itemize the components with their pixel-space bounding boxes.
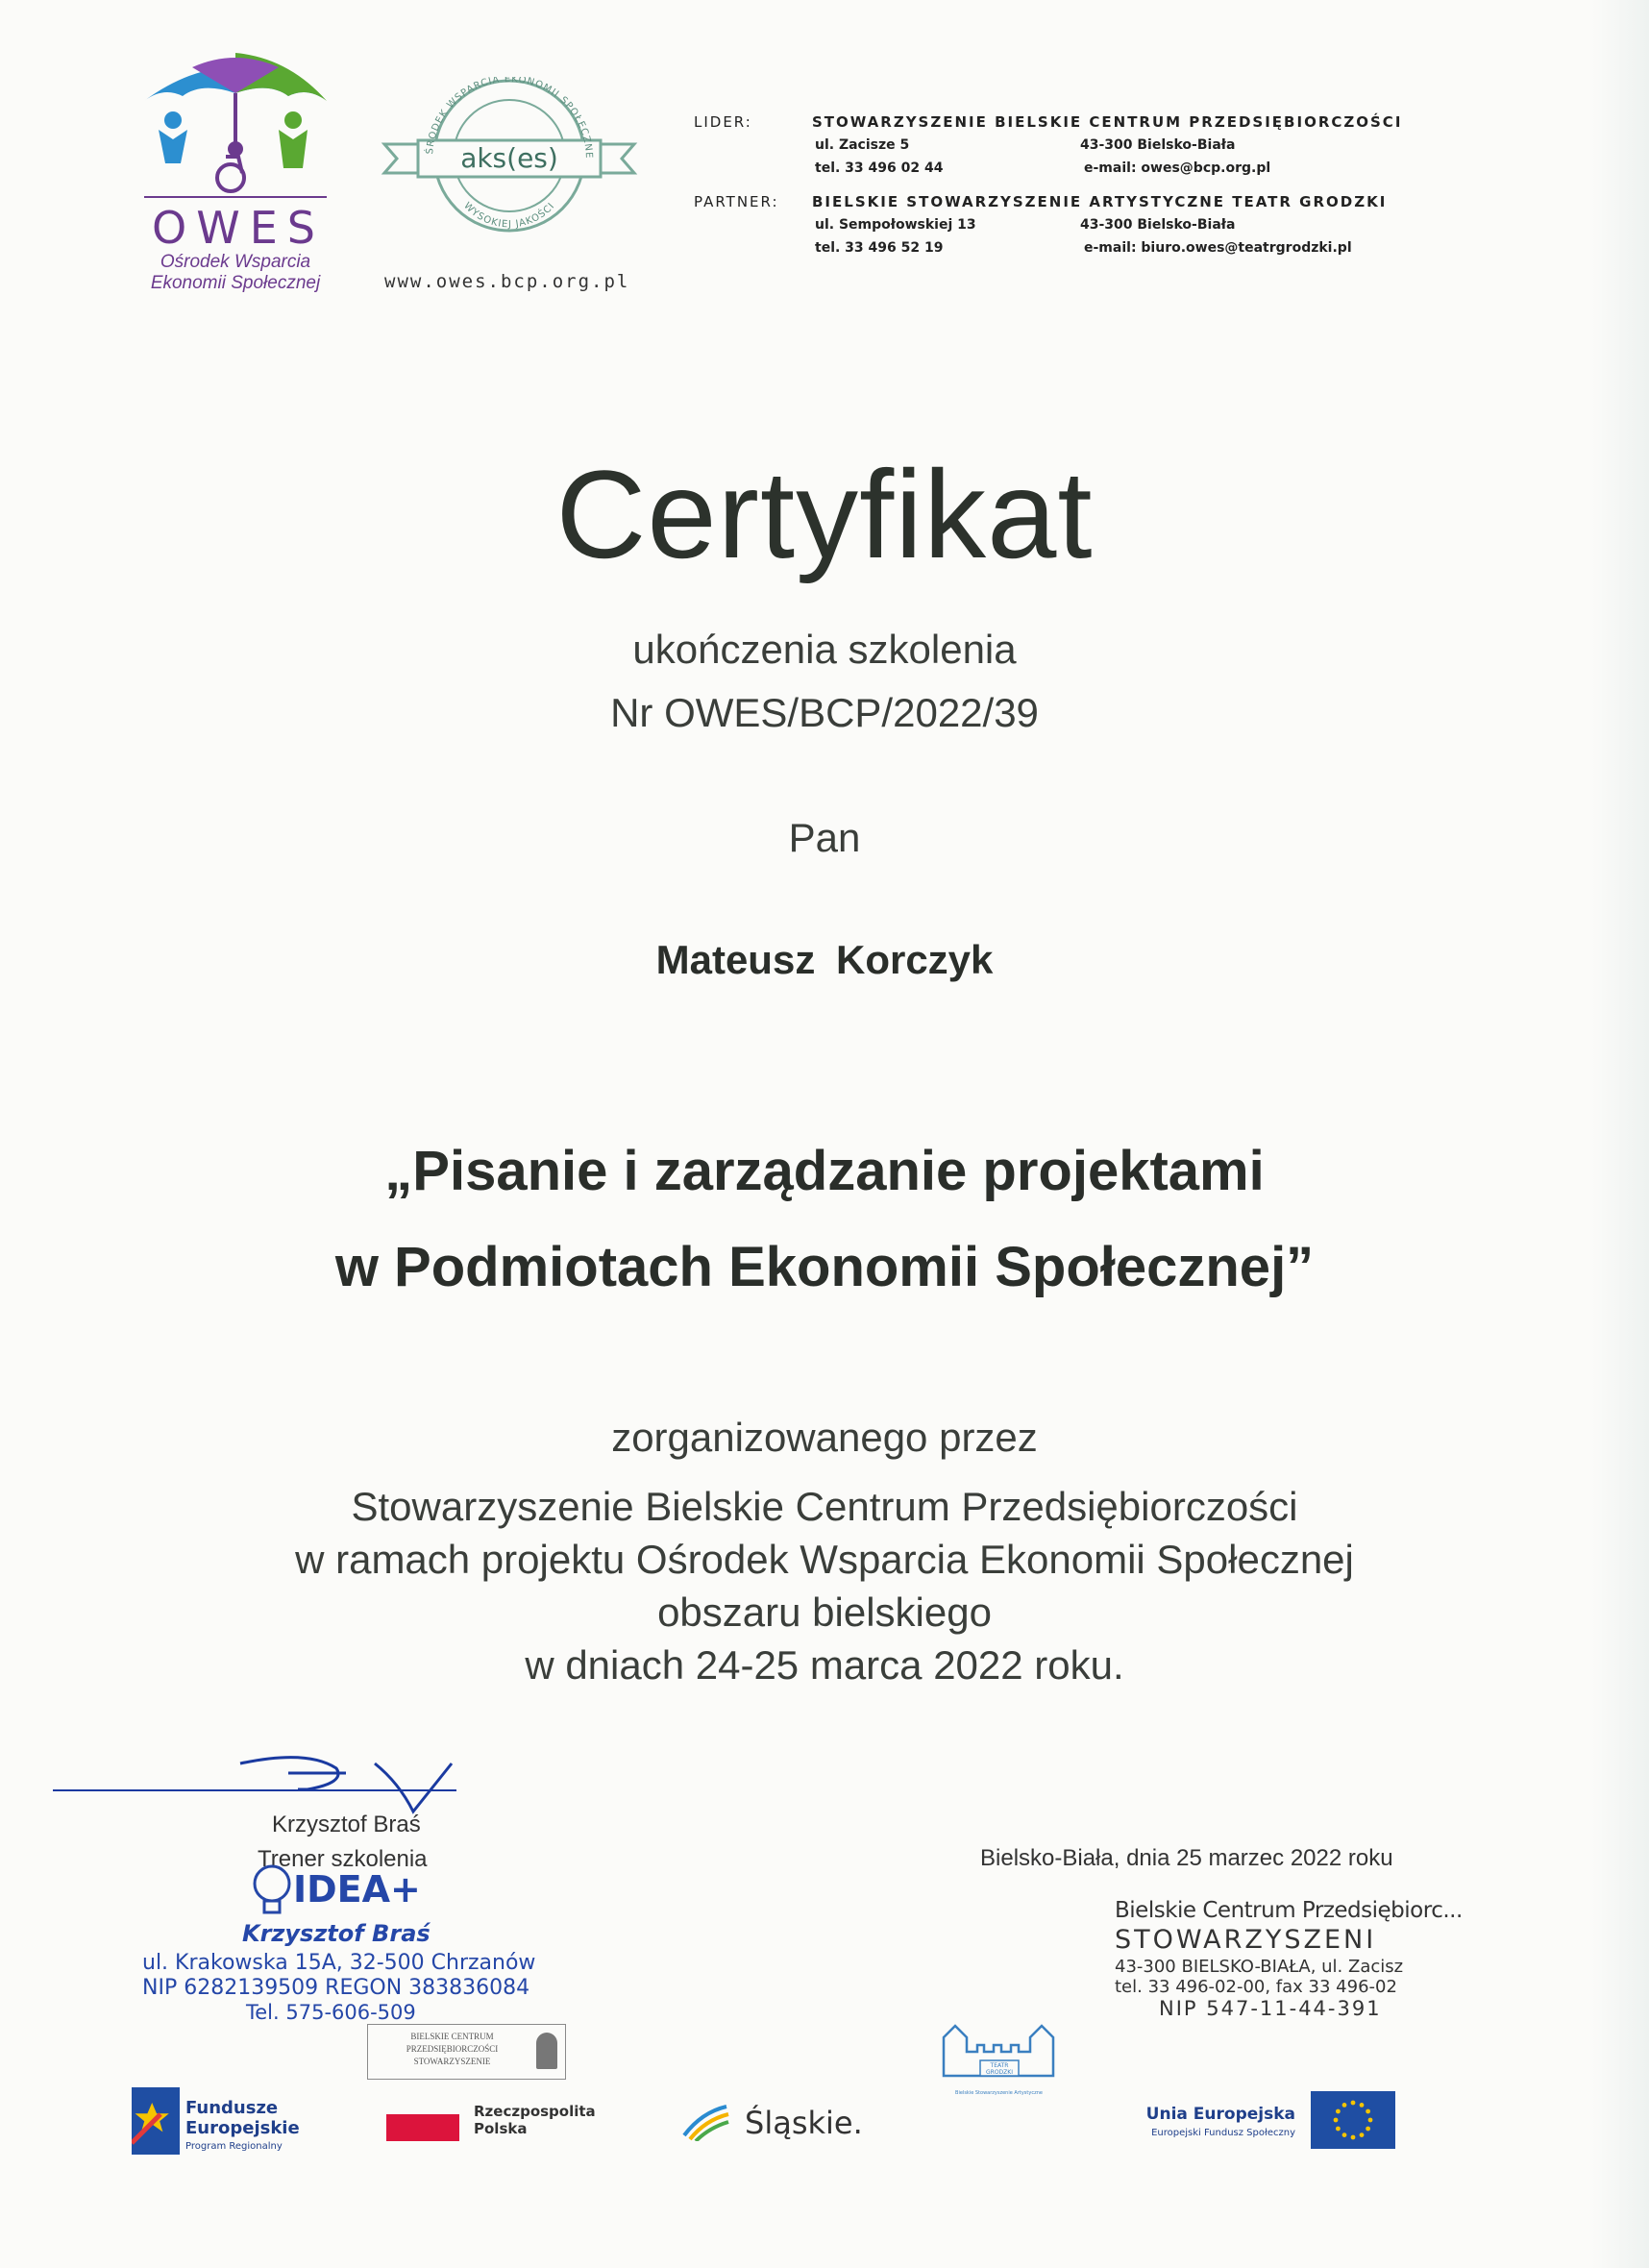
akses-logo xyxy=(380,77,639,235)
fe-text xyxy=(185,2098,300,2152)
bcp-small-logo xyxy=(367,2024,566,2080)
svg-text:WYSOKIEJ JAKOŚCI xyxy=(461,201,557,231)
ue-text xyxy=(1124,2105,1295,2138)
lightbulb-icon xyxy=(248,1862,296,1924)
rp-line1: Rzeczpospolita xyxy=(474,2103,596,2120)
organized-by: zorganizowanego przez xyxy=(611,1415,1038,1460)
recipient-name: Mateusz Korczyk xyxy=(655,937,994,982)
website-url: www.owes.bcp.org.pl xyxy=(384,271,630,292)
owes-logo-subtitle xyxy=(135,252,336,294)
teatr-grodzki-logo xyxy=(934,2018,1064,2095)
organizer-line1: Stowarzyszenie Bielskie Centrum Przedsiębiorczości xyxy=(351,1484,1298,1529)
bcp-small-line3: STOWARZYSZENIE xyxy=(413,2057,491,2066)
partner-phone: tel. 33 496 52 19 xyxy=(815,240,944,256)
slaskie-text: Śląskie. xyxy=(745,2105,863,2141)
ue-line1: Unia Europejska xyxy=(1145,2105,1295,2124)
akses-text: aks(es) xyxy=(460,142,558,174)
certificate-number: Nr OWES/BCP/2022/39 xyxy=(610,690,1039,735)
teatr-caption: Bielskie Stowarzyszenie Artystyczne xyxy=(955,2090,1043,2096)
fe-logo xyxy=(132,2087,180,2159)
handwritten-signature xyxy=(231,1744,471,1816)
akses-ring-bottom: WYSOKIEJ JAKOŚCI xyxy=(461,200,557,231)
bcp-stamp-line3: 43-300 BIELSKO-BIAŁA, ul. Zacisz xyxy=(1115,1957,1404,1977)
bcp-stamp-line4: tel. 33 496-02-00, fax 33 496-02 xyxy=(1115,1977,1397,1997)
fe-line1: Fundusze xyxy=(185,2098,279,2118)
stamp-phone: Tel. 575-606-509 xyxy=(246,2001,416,2024)
bcp-stamp-line1: Bielskie Centrum Przedsiębiorc... xyxy=(1115,1898,1463,1923)
teatr-line1: TEATR xyxy=(990,2062,1009,2069)
place-date: Bielsko-Biała, dnia 25 marzec 2022 roku xyxy=(980,1845,1393,1871)
bcp-small-line2: PRZEDSIĘBIORCZOŚCI xyxy=(406,2044,499,2054)
leader-city: 43-300 Bielsko-Biała xyxy=(1080,137,1236,153)
ue-line2: Europejski Fundusz Społeczny xyxy=(1151,2128,1295,2138)
leader-email: e-mail: owes@bcp.org.pl xyxy=(1084,160,1271,176)
rp-text xyxy=(474,2103,596,2137)
bcp-stamp-line2: STOWARZYSZENI xyxy=(1115,1925,1377,1955)
stamp-ids: NIP 6282139509 REGON 383836084 xyxy=(142,1976,530,2000)
idea-brand: IDEA+ xyxy=(293,1868,421,1911)
leader-phone: tel. 33 496 02 44 xyxy=(815,160,944,176)
leader-name: STOWARZYSZENIE BIELSKIE CENTRUM PRZEDSIĘBIORCZOŚCI xyxy=(812,113,1403,131)
organizer-line3: obszaru bielskiego xyxy=(657,1590,992,1635)
stamp-address: ul. Krakowska 15A, 32-500 Chrzanów xyxy=(142,1951,536,1975)
owes-sub-line1: Ośrodek Wsparcia xyxy=(160,252,311,272)
training-dates: w dniach 24-25 marca 2022 roku. xyxy=(525,1642,1124,1688)
stamp-trainer-name: Krzysztof Braś xyxy=(242,1920,431,1947)
fe-line2: Europejskie xyxy=(185,2118,300,2138)
course-title-line2: w Podmiotach Ekonomii Społecznej” xyxy=(334,1236,1315,1298)
owes-logo-word: OWES xyxy=(152,202,325,254)
trainer-name: Krzysztof Braś xyxy=(272,1812,421,1837)
teatr-line2: GRODZKI xyxy=(986,2069,1013,2076)
fe-line3: Program Regionalny xyxy=(185,2141,283,2152)
bcp-stamp-line5: NIP 547-11-44-391 xyxy=(1159,1997,1382,2020)
organizer-block xyxy=(0,1480,1649,1691)
leader-label: LIDER: xyxy=(694,113,752,131)
bcp-small-line1: BIELSKIE CENTRUM xyxy=(410,2032,494,2041)
partner-name: BIELSKIE STOWARZYSZENIE ARTYSTYCZNE TEATR GRODZKI xyxy=(812,193,1388,210)
certificate-title: Certyfikat xyxy=(555,444,1094,584)
bcp-stamp xyxy=(1115,1898,1463,2020)
people-icon xyxy=(536,2033,557,2069)
partner-label: PARTNER: xyxy=(694,193,779,210)
partner-city: 43-300 Bielsko-Biała xyxy=(1080,217,1236,233)
partner-street: ul. Sempołowskiej 13 xyxy=(815,217,976,233)
scan-edge xyxy=(1591,0,1649,2268)
salutation: Pan xyxy=(788,815,861,860)
trainer-role: Trener szkolenia xyxy=(258,1846,428,1872)
umbrella-people-icon xyxy=(135,53,336,207)
owes-sub-line2: Ekonomii Społecznej xyxy=(150,273,321,293)
slaskie-wave-icon xyxy=(682,2103,730,2146)
fe-star-icon xyxy=(132,2087,180,2155)
partner-email: e-mail: biuro.owes@teatrgrodzki.pl xyxy=(1084,240,1352,256)
castle-icon xyxy=(934,2018,1064,2085)
certificate-subtitle: ukończenia szkolenia xyxy=(632,627,1017,672)
leader-street: ul. Zacisze 5 xyxy=(815,137,910,153)
eu-flag-icon xyxy=(1311,2091,1395,2154)
course-title-line1: „Pisanie i zarządzanie projektami xyxy=(384,1140,1265,1202)
rp-line2: Polska xyxy=(474,2120,528,2137)
akses-ring-top: ŚRODEK WSPARCIA EKONOMII SPOŁECZNE xyxy=(425,77,595,160)
organizer-line2: w ramach projektu Ośrodek Wsparcia Ekonomii Społecznej xyxy=(295,1537,1354,1582)
polish-flag-icon xyxy=(386,2114,459,2141)
